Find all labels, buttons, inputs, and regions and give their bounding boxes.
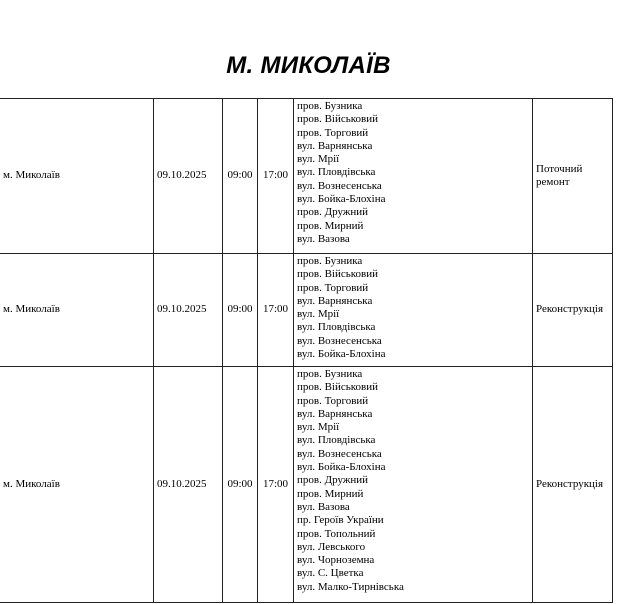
work-type-cell: Поточний ремонт bbox=[533, 99, 613, 254]
street-item: вул. Мрії bbox=[297, 421, 340, 434]
street-item: пров. Дружний bbox=[297, 206, 369, 219]
street-item: вул. Пловдівська bbox=[297, 166, 376, 179]
street-item: пров. Топольний bbox=[297, 527, 376, 540]
table-row bbox=[0, 254, 613, 367]
outage-table bbox=[0, 98, 613, 603]
street-item: пров. Бузника bbox=[297, 255, 363, 267]
end-time-cell: 17:00 bbox=[258, 99, 294, 254]
street-item: вул. С. Цветка bbox=[297, 567, 364, 580]
start-time-cell: 09:00 bbox=[223, 254, 258, 367]
street-item: пров. Торговий bbox=[297, 281, 369, 294]
city-cell: м. Миколаїв bbox=[0, 367, 154, 603]
street-item: пров. Дружний bbox=[297, 474, 369, 487]
street-item: вул. Мрії bbox=[297, 308, 340, 321]
street-item: вул. Бойка-Блохіна bbox=[297, 193, 386, 206]
street-item: вул. Варнянська bbox=[297, 294, 373, 307]
street-item: вул. Варнянська bbox=[297, 407, 373, 420]
street-item: пров. Торговий bbox=[297, 394, 369, 407]
street-item: вул. Вазова bbox=[297, 500, 350, 513]
street-item: вул. Бойка-Блохіна bbox=[297, 461, 386, 474]
street-item: вул. Левського bbox=[297, 540, 366, 553]
street-item: вул. Чорноземна bbox=[297, 554, 375, 567]
city-cell: м. Миколаїв bbox=[0, 99, 154, 254]
end-time-cell: 17:00 bbox=[258, 367, 294, 603]
street-item: вул. Пловдівська bbox=[297, 321, 376, 334]
street-item: пров. Торговий bbox=[297, 126, 369, 139]
date-cell: 09.10.2025 bbox=[154, 367, 223, 603]
page-title: М. МИКОЛАЇВ bbox=[226, 52, 391, 79]
street-item: вул. Вознесенська bbox=[297, 334, 382, 347]
street-item: вул. Малко-Тирнівська bbox=[297, 580, 404, 593]
street-item: вул. Вознесенська bbox=[297, 179, 382, 192]
streets-cell bbox=[294, 254, 533, 367]
street-item: пр. Героїв України bbox=[297, 514, 384, 527]
street-item: пров. Бузника bbox=[297, 368, 363, 380]
street-item: вул. Вознесенська bbox=[297, 447, 382, 460]
table-row bbox=[0, 99, 613, 254]
streets-cell bbox=[294, 99, 533, 254]
street-item: вул. Бойка-Блохіна bbox=[297, 348, 386, 361]
work-type-cell: Реконструкція bbox=[533, 254, 613, 367]
start-time-cell: 09:00 bbox=[223, 367, 258, 603]
street-item: пров. Бузника bbox=[297, 100, 363, 112]
end-time-cell: 17:00 bbox=[258, 254, 294, 367]
street-item: пров. Військовий bbox=[297, 113, 379, 126]
street-item: пров. Мирний bbox=[297, 219, 364, 232]
street-item: пров. Мирний bbox=[297, 487, 364, 500]
street-item: вул. Пловдівська bbox=[297, 434, 376, 447]
city-cell: м. Миколаїв bbox=[0, 254, 154, 367]
street-item: вул. Вазова bbox=[297, 232, 350, 245]
date-cell: 09.10.2025 bbox=[154, 254, 223, 367]
streets-cell bbox=[294, 367, 533, 603]
table-row bbox=[0, 367, 613, 603]
date-cell: 09.10.2025 bbox=[154, 99, 223, 254]
street-item: пров. Військовий bbox=[297, 268, 379, 281]
start-time-cell: 09:00 bbox=[223, 99, 258, 254]
street-item: вул. Мрії bbox=[297, 153, 340, 166]
street-item: вул. Варнянська bbox=[297, 139, 373, 152]
work-type-cell: Реконструкція bbox=[533, 367, 613, 603]
street-item: пров. Військовий bbox=[297, 381, 379, 394]
